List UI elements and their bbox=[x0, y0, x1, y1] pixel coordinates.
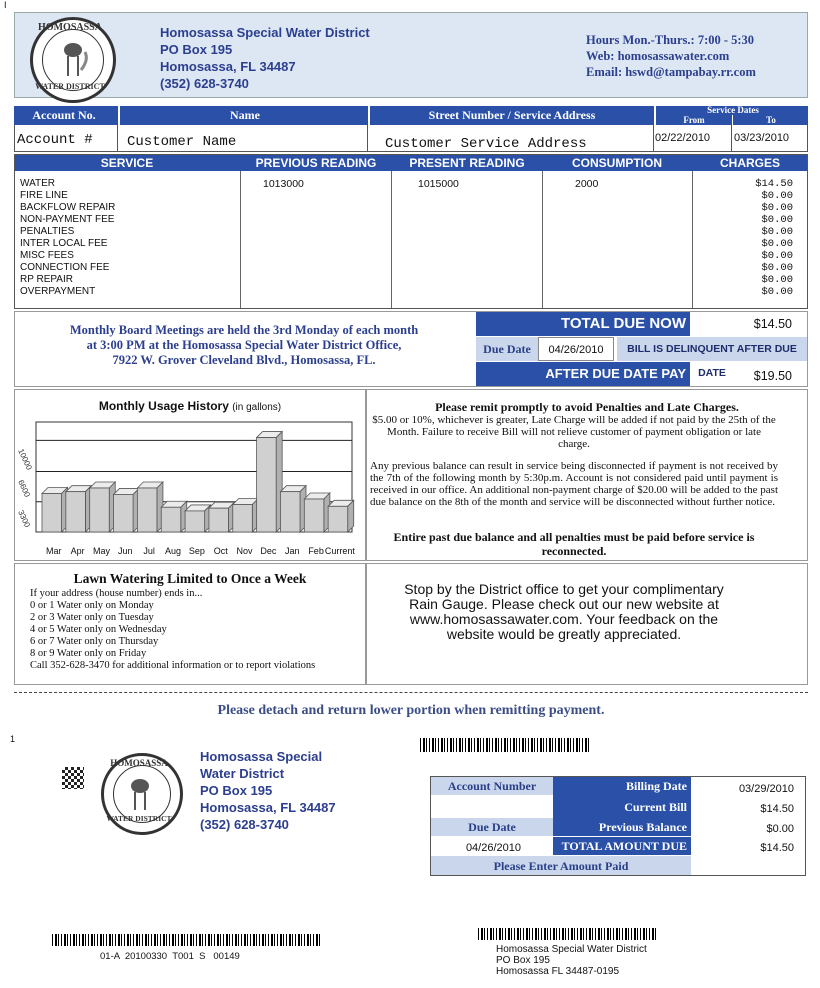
present-reading-value: 1015000 bbox=[418, 178, 459, 190]
meeting-line-2: at 3:00 PM at the Homosassa Special Water District Office, bbox=[86, 338, 402, 352]
footer-code-line: 01-A 20100330 T001 S 00149 bbox=[100, 951, 240, 962]
chart-title-line bbox=[20, 399, 360, 413]
stub-address-line: PO Box 195 bbox=[200, 783, 273, 798]
x-tick-label: Jun bbox=[118, 546, 133, 556]
previous-balance-value: $0.00 bbox=[766, 823, 794, 835]
stub-logo bbox=[101, 753, 183, 835]
chart-title: Monthly Usage History bbox=[98, 399, 229, 413]
stub-address-line: Homosassa Special bbox=[200, 749, 323, 764]
previous-reading-col-header: PREVIOUS READING bbox=[255, 156, 377, 170]
x-tick-label: Nov bbox=[236, 546, 253, 556]
watering-rule: 6 or 7 Water only on Thursday bbox=[30, 636, 159, 647]
name-header: Name bbox=[118, 106, 370, 125]
service-item: CONNECTION FEE bbox=[20, 262, 110, 273]
rain-gauge-text: Stop by the District office to get your complimentary Rain Gauge. Please check out our new website at www.homosassawater.com. Your feedback on the website would be greatly appreciated. bbox=[404, 581, 724, 642]
x-tick-label: Oct bbox=[213, 546, 228, 556]
x-tick-label: Mar bbox=[46, 546, 62, 556]
stub-due-date-value: 04/26/2010 bbox=[465, 842, 521, 854]
footer-barcode-right bbox=[478, 928, 658, 940]
current-bill-label: Current Bill bbox=[624, 800, 687, 814]
total-due-label: TOTAL DUE NOW bbox=[476, 312, 690, 336]
watering-rule: 0 or 1 Water only on Monday bbox=[30, 600, 154, 611]
bar bbox=[42, 494, 62, 533]
return-address bbox=[496, 944, 647, 977]
x-tick-label: Apr bbox=[70, 546, 85, 556]
x-tick-label: Feb bbox=[308, 546, 324, 556]
service-item: WATER bbox=[20, 178, 55, 189]
qr-code-icon bbox=[62, 767, 84, 789]
consumption-value: 2000 bbox=[575, 178, 599, 190]
bar-side bbox=[348, 500, 354, 532]
detach-line bbox=[14, 692, 808, 693]
charges-list bbox=[715, 178, 793, 298]
org-po-box: PO Box 195 bbox=[160, 42, 233, 57]
from-header: From bbox=[654, 115, 732, 125]
service-col-header: SERVICE bbox=[100, 156, 154, 170]
detach-notice: Please detach and return lower portion when remitting payment. bbox=[217, 703, 605, 718]
charge-item: $0.00 bbox=[761, 250, 793, 262]
account-header-bar bbox=[14, 106, 808, 125]
service-item: NON-PAYMENT FEE bbox=[20, 214, 115, 225]
stub-address-line: Homosassa, FL 34487 bbox=[200, 800, 336, 815]
bar bbox=[114, 494, 134, 532]
charge-item: $0.00 bbox=[761, 190, 793, 202]
usage-chart bbox=[14, 414, 366, 560]
remit-heading: Please remit promptly to avoid Penalties and Late Charges. bbox=[435, 400, 739, 414]
watering-rule: 2 or 3 Water only on Tuesday bbox=[30, 612, 154, 623]
x-tick-label: Jul bbox=[143, 546, 155, 556]
service-item: RP REPAIR bbox=[20, 274, 73, 285]
service-table bbox=[14, 154, 808, 309]
stub-marker: 1 bbox=[10, 734, 16, 744]
account-no-header: Account No. bbox=[32, 108, 96, 122]
meeting-line-1: Monthly Board Meetings are held the 3rd Monday of each month bbox=[69, 323, 419, 337]
service-item: BACKFLOW REPAIR bbox=[20, 202, 116, 213]
stub-logo-bottom-text: WATER DISTRICT bbox=[106, 814, 172, 823]
previous-balance-label: Previous Balance bbox=[598, 820, 687, 834]
bar bbox=[66, 492, 86, 532]
stub-due-date-label: Due Date bbox=[468, 820, 516, 834]
footer-barcode-left bbox=[52, 934, 322, 946]
org-name: Homosassa Special Water District bbox=[160, 25, 370, 40]
service-item: MISC FEES bbox=[20, 250, 74, 261]
service-from-value: 02/22/2010 bbox=[655, 132, 711, 144]
watering-rule: 8 or 9 Water only on Friday bbox=[30, 648, 147, 659]
lawn-watering-call: Call 352-628-3470 for additional information or to report violations bbox=[30, 660, 316, 671]
due-date-value: 04/26/2010 bbox=[538, 337, 614, 361]
service-item: OVERPAYMENT bbox=[20, 286, 96, 297]
customer-name-value: Customer Name bbox=[127, 134, 237, 150]
stub-address bbox=[200, 748, 336, 833]
delinquent-notice: BILL IS DELINQUENT AFTER DUE DATE bbox=[617, 337, 807, 361]
charge-item: $0.00 bbox=[761, 214, 793, 226]
y-tick-label: 6600 bbox=[16, 478, 32, 499]
meeting-line-3: 7922 W. Grover Cleveland Blvd., Homosassa, FL. bbox=[112, 353, 376, 367]
service-address-value: Customer Service Address bbox=[385, 136, 587, 152]
charges-col-header: CHARGES bbox=[719, 156, 780, 170]
stub-barcode bbox=[420, 738, 590, 752]
account-number-label: Account Number bbox=[447, 779, 537, 793]
billing-date-label: Billing Date bbox=[625, 779, 687, 793]
service-to-value: 03/23/2010 bbox=[734, 132, 790, 144]
return-address-line: Homosassa FL 34487-0195 bbox=[496, 966, 620, 977]
charge-item: $0.00 bbox=[761, 226, 793, 238]
account-values-row bbox=[14, 125, 808, 152]
bar bbox=[161, 507, 181, 532]
service-item: FIRE LINE bbox=[20, 190, 68, 201]
current-bill-value: $14.50 bbox=[760, 803, 794, 815]
total-amount-label: TOTAL AMOUNT DUE bbox=[561, 839, 687, 853]
bar bbox=[280, 492, 300, 532]
after-due-date-value: $19.50 bbox=[753, 369, 792, 383]
website[interactable]: Web: homosassawater.com bbox=[586, 49, 730, 63]
x-tick-label: Aug bbox=[164, 546, 182, 556]
return-address-line: PO Box 195 bbox=[496, 955, 550, 966]
lawn-watering-title: Lawn Watering Limited to Once a Week bbox=[73, 571, 307, 586]
address-header: Street Number / Service Address bbox=[368, 106, 654, 125]
return-address-line: Homosassa Special Water District bbox=[496, 944, 647, 955]
to-header: To bbox=[732, 115, 809, 125]
x-tick-label: Dec bbox=[260, 546, 277, 556]
office-hours: Hours Mon.-Thurs.: 7:00 - 5:30 bbox=[586, 33, 755, 47]
remit-paragraph-2: Any previous balance can result in service being disconnected if payment is not received by the 7th of the following month by 5:30p.m. Account is not considered paid until payment is received in our office. An additional non-payment charge of $20.00 will be added to the past due balance on the 8th of the month and service will be disconnected without further notice. bbox=[370, 460, 778, 508]
total-amount-value: $14.50 bbox=[760, 842, 794, 854]
service-list bbox=[20, 178, 115, 298]
meeting-notice bbox=[24, 323, 464, 368]
bar bbox=[90, 488, 110, 532]
charge-item: $0.00 bbox=[761, 286, 793, 298]
watering-rule: 4 or 5 Water only on Wednesday bbox=[30, 624, 167, 635]
stub-address-line: (352) 628-3740 bbox=[200, 817, 289, 832]
billing-date-value: 03/29/2010 bbox=[738, 783, 794, 795]
lawn-watering-intro: If your address (house number) ends in... bbox=[30, 588, 203, 599]
amount-paid-field[interactable] bbox=[692, 856, 804, 875]
x-tick-label: May bbox=[92, 546, 110, 556]
after-due-date-label: AFTER DUE DATE PAY bbox=[476, 362, 690, 386]
service-dates-header: Service Dates bbox=[654, 106, 810, 115]
consumption-col-header: CONSUMPTION bbox=[572, 156, 662, 170]
account-number-value: Account # bbox=[17, 132, 93, 148]
x-tick-label: Jan bbox=[284, 546, 300, 556]
service-item: INTER LOCAL FEE bbox=[20, 238, 108, 249]
bar bbox=[137, 488, 157, 532]
email[interactable]: Email: hswd@tampabay.rr.com bbox=[586, 65, 756, 79]
district-logo bbox=[30, 17, 116, 103]
remit-paragraph-1: $5.00 or 10%, whichever is greater, Late Charge will be added if not paid by the 25th of the Month. Failure to receive Bill will not relieve customer of payment obligation or late charge. bbox=[372, 414, 776, 450]
chart-subtitle: (in gallons) bbox=[232, 402, 282, 413]
service-table-header bbox=[15, 155, 807, 171]
bar bbox=[185, 511, 205, 532]
charge-item: $0.00 bbox=[761, 262, 793, 274]
stub-address-line: Water District bbox=[200, 766, 285, 781]
present-reading-col-header: PRESENT READING bbox=[409, 156, 525, 170]
previous-reading-value: 1013000 bbox=[263, 178, 304, 190]
logo-bottom-text: WATER DISTRICT bbox=[35, 82, 105, 91]
bar bbox=[257, 438, 277, 532]
logo-top-text: HOMOSASSA bbox=[38, 22, 102, 33]
org-city: Homosassa, FL 34487 bbox=[160, 59, 296, 74]
enter-amount-label: Please Enter Amount Paid bbox=[493, 859, 629, 873]
y-tick-label: 3300 bbox=[16, 508, 32, 529]
bar bbox=[209, 508, 229, 532]
charge-item: $0.00 bbox=[761, 274, 793, 286]
bar bbox=[328, 506, 348, 532]
stub-logo-top-text: HOMOSASSA bbox=[110, 758, 168, 768]
charge-item: $0.00 bbox=[761, 238, 793, 250]
due-date-label: Due Date bbox=[476, 337, 538, 361]
charge-item: $0.00 bbox=[761, 202, 793, 214]
lawn-watering-rules bbox=[30, 588, 315, 672]
bar bbox=[304, 499, 324, 532]
total-due-value: $14.50 bbox=[753, 317, 792, 331]
org-phone: (352) 628-3740 bbox=[160, 76, 249, 91]
page-marker: I bbox=[4, 0, 7, 10]
remit-footer: Entire past due balance and all penalties must be paid before service is reconnected. bbox=[393, 530, 755, 558]
service-item: PENALTIES bbox=[20, 226, 75, 237]
y-tick-label: 10000 bbox=[16, 447, 34, 472]
x-tick-label: Current bbox=[324, 546, 355, 556]
x-tick-label: Sep bbox=[188, 546, 205, 556]
bar bbox=[233, 505, 253, 533]
charge-item: $14.50 bbox=[755, 178, 793, 190]
